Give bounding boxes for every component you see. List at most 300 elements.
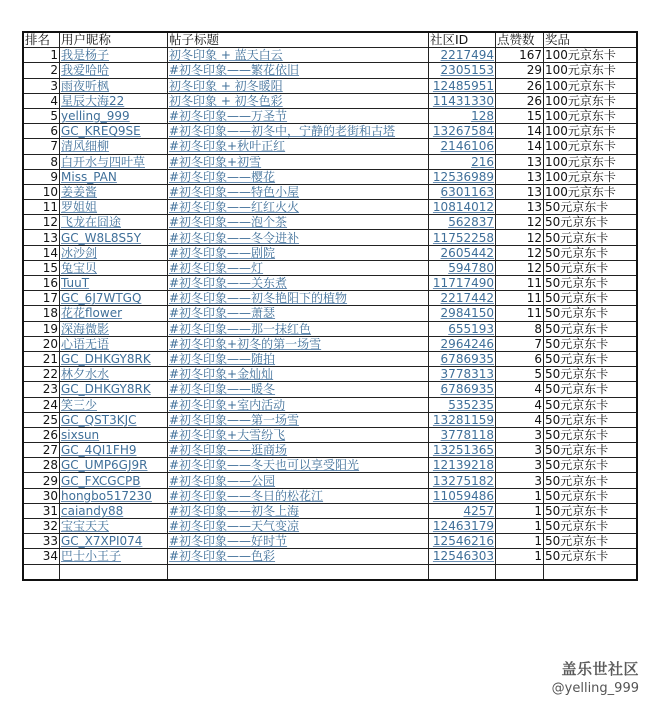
post-title-link[interactable]: #初冬印象——红红火火 xyxy=(169,200,300,215)
post-title-link[interactable]: #初冬印象——天气变凉 xyxy=(169,519,300,534)
community-id-link[interactable]: 10814012 xyxy=(432,200,494,215)
community-id-cell xyxy=(429,93,496,108)
likes-cell: 11 xyxy=(496,276,544,291)
nickname-link[interactable]: 清风细柳 xyxy=(61,139,110,154)
likes-cell: 4 xyxy=(496,412,544,427)
community-id-link[interactable]: 6301163 xyxy=(440,184,494,199)
community-id-link[interactable]: 655193 xyxy=(448,321,494,336)
nickname-cell xyxy=(60,336,168,351)
community-id-link[interactable]: 13251365 xyxy=(432,443,494,458)
nickname-link[interactable]: GC_W8L8S5Y xyxy=(61,230,142,245)
community-id-cell xyxy=(429,519,496,534)
title-cell xyxy=(168,78,429,93)
likes-cell: 11 xyxy=(496,306,544,321)
community-id-link[interactable]: 2217442 xyxy=(440,291,494,306)
prize-cell: 50元京东卡 xyxy=(544,306,638,321)
community-id-link[interactable]: 128 xyxy=(471,109,494,124)
rank-cell: 3 xyxy=(23,78,60,93)
nickname-cell xyxy=(60,230,168,245)
empty-cell xyxy=(168,564,429,580)
title-cell xyxy=(168,336,429,351)
title-cell xyxy=(168,276,429,291)
prize-cell: 50元京东卡 xyxy=(544,382,638,397)
table-row xyxy=(23,200,637,215)
title-cell xyxy=(168,427,429,442)
community-id-link[interactable]: 13275182 xyxy=(432,473,494,488)
prize-cell: 50元京东卡 xyxy=(544,321,638,336)
prize-cell: 100元京东卡 xyxy=(544,139,638,154)
prize-cell: 50元京东卡 xyxy=(544,200,638,215)
post-title-link[interactable]: #初冬印象——特色小屋 xyxy=(169,184,300,199)
table-row xyxy=(23,139,637,154)
community-id-cell xyxy=(429,200,496,215)
post-title-link[interactable]: #初冬印象——万圣节 xyxy=(169,109,288,124)
nickname-link[interactable]: 深海微影 xyxy=(61,321,110,336)
community-id-link[interactable]: 216 xyxy=(471,154,494,169)
table-row xyxy=(23,412,637,427)
nickname-link[interactable]: GC_UMP6GJ9R xyxy=(61,458,148,473)
likes-cell: 4 xyxy=(496,382,544,397)
table-row xyxy=(23,306,637,321)
likes-cell: 1 xyxy=(496,534,544,549)
nickname-cell xyxy=(60,443,168,458)
community-id-link[interactable]: 11431330 xyxy=(432,93,494,108)
community-id-link[interactable]: 594780 xyxy=(448,260,494,275)
rank-cell: 13 xyxy=(23,230,60,245)
table-row xyxy=(23,367,637,382)
header-community-id: 社区ID xyxy=(429,32,496,48)
community-id-cell xyxy=(429,473,496,488)
likes-cell: 12 xyxy=(496,260,544,275)
nickname-link[interactable]: 林夕水水 xyxy=(61,367,110,382)
title-cell xyxy=(168,63,429,78)
rank-cell: 5 xyxy=(23,108,60,123)
empty-cell xyxy=(544,564,638,580)
prize-cell: 50元京东卡 xyxy=(544,458,638,473)
likes-cell: 14 xyxy=(496,124,544,139)
empty-cell xyxy=(23,564,60,580)
nickname-cell xyxy=(60,306,168,321)
rank-cell: 32 xyxy=(23,519,60,534)
nickname-cell xyxy=(60,488,168,503)
title-cell xyxy=(168,93,429,108)
nickname-cell xyxy=(60,367,168,382)
rank-cell: 23 xyxy=(23,382,60,397)
community-id-cell xyxy=(429,245,496,260)
nickname-cell xyxy=(60,534,168,549)
community-id-cell xyxy=(429,48,496,63)
nickname-cell xyxy=(60,458,168,473)
prize-cell: 50元京东卡 xyxy=(544,351,638,366)
nickname-cell xyxy=(60,473,168,488)
table-row xyxy=(23,519,637,534)
post-title-link[interactable]: #初冬印象+秋叶正红 xyxy=(169,139,286,154)
title-cell xyxy=(168,108,429,123)
title-cell xyxy=(168,382,429,397)
nickname-cell xyxy=(60,154,168,169)
community-id-link[interactable]: 4257 xyxy=(463,503,494,518)
table-row xyxy=(23,321,637,336)
prize-cell: 100元京东卡 xyxy=(544,169,638,184)
post-title-link[interactable]: #初冬印象+大雪纷飞 xyxy=(169,427,286,442)
community-id-link[interactable]: 11717490 xyxy=(432,276,494,291)
post-title-link[interactable]: #初冬印象——好时节 xyxy=(169,534,288,549)
prize-cell: 100元京东卡 xyxy=(544,78,638,93)
community-id-link[interactable]: 12536989 xyxy=(432,169,494,184)
nickname-link[interactable]: GC_DHKGY8RK xyxy=(61,352,151,367)
nickname-cell xyxy=(60,124,168,139)
community-id-link[interactable]: 2146106 xyxy=(440,139,494,154)
community-id-cell xyxy=(429,367,496,382)
title-cell xyxy=(168,260,429,275)
likes-cell: 3 xyxy=(496,443,544,458)
community-id-cell xyxy=(429,184,496,199)
community-id-cell xyxy=(429,276,496,291)
likes-cell: 14 xyxy=(496,139,544,154)
likes-cell: 1 xyxy=(496,503,544,518)
table-row xyxy=(23,169,637,184)
rank-cell: 12 xyxy=(23,215,60,230)
prize-cell: 50元京东卡 xyxy=(544,245,638,260)
rank-cell: 8 xyxy=(23,154,60,169)
likes-cell: 13 xyxy=(496,169,544,184)
table-row xyxy=(23,260,637,275)
likes-cell: 29 xyxy=(496,63,544,78)
nickname-cell xyxy=(60,63,168,78)
title-cell xyxy=(168,458,429,473)
community-id-link[interactable]: 12463179 xyxy=(432,519,494,534)
nickname-cell xyxy=(60,412,168,427)
community-id-link[interactable]: 2305153 xyxy=(440,63,494,78)
post-title-link[interactable]: #初冬印象——那一抹红色 xyxy=(169,321,312,336)
nickname-link[interactable]: caiandy88 xyxy=(61,503,124,518)
community-id-cell xyxy=(429,488,496,503)
title-cell xyxy=(168,549,429,564)
post-title-link[interactable]: #初冬印象——萧瑟 xyxy=(169,306,276,321)
table-row xyxy=(23,78,637,93)
watermark xyxy=(552,658,639,696)
rank-cell: 21 xyxy=(23,351,60,366)
prize-cell: 100元京东卡 xyxy=(544,124,638,139)
post-title-link[interactable]: #初冬印象——冬日的松花江 xyxy=(169,488,324,503)
post-title-link[interactable]: #初冬印象——冬天也可以享受阳光 xyxy=(169,458,360,473)
nickname-link[interactable]: GC_FXCGCPB xyxy=(61,473,141,488)
nickname-link[interactable]: GC_KREQ9SE xyxy=(61,124,141,139)
community-id-cell xyxy=(429,412,496,427)
nickname-link[interactable]: 罗姐姐 xyxy=(61,200,98,215)
nickname-cell xyxy=(60,397,168,412)
post-title-link[interactable]: #初冬印象——繁花依旧 xyxy=(169,63,300,78)
post-title-link[interactable]: 初冬印象 + 初冬色彩 xyxy=(169,93,283,108)
nickname-link[interactable]: 巴士小王子 xyxy=(61,549,122,564)
post-title-link[interactable]: #初冬印象——剧院 xyxy=(169,245,276,260)
nickname-cell xyxy=(60,215,168,230)
post-title-link[interactable]: #初冬印象——泡个茶 xyxy=(169,215,288,230)
nickname-link[interactable]: GC_6J7WTGQ xyxy=(61,291,142,306)
table-row xyxy=(23,534,637,549)
rank-cell: 6 xyxy=(23,124,60,139)
prize-cell: 50元京东卡 xyxy=(544,397,638,412)
nickname-link[interactable]: 飞龙在囧途 xyxy=(61,215,122,230)
title-cell xyxy=(168,154,429,169)
likes-cell: 11 xyxy=(496,291,544,306)
community-id-link[interactable]: 6786935 xyxy=(440,382,494,397)
community-id-link[interactable]: 12546216 xyxy=(432,534,494,549)
prize-cell: 100元京东卡 xyxy=(544,154,638,169)
community-id-link[interactable]: 535235 xyxy=(448,397,494,412)
prize-cell: 50元京东卡 xyxy=(544,503,638,518)
prize-cell: 50元京东卡 xyxy=(544,519,638,534)
table-row xyxy=(23,276,637,291)
title-cell xyxy=(168,534,429,549)
community-id-cell xyxy=(429,124,496,139)
title-cell xyxy=(168,503,429,518)
post-title-link[interactable]: #初冬印象——初冬上海 xyxy=(169,503,300,518)
community-id-cell xyxy=(429,154,496,169)
community-id-cell xyxy=(429,382,496,397)
header-likes: 点赞数 xyxy=(496,32,544,48)
community-id-cell xyxy=(429,397,496,412)
title-cell xyxy=(168,215,429,230)
community-id-link[interactable]: 13281159 xyxy=(432,412,494,427)
nickname-link[interactable]: 星辰大海22 xyxy=(61,93,125,108)
likes-cell: 1 xyxy=(496,549,544,564)
community-id-link[interactable]: 2984150 xyxy=(440,306,494,321)
prize-cell: 50元京东卡 xyxy=(544,549,638,564)
nickname-cell xyxy=(60,78,168,93)
table-row xyxy=(23,63,637,78)
title-cell xyxy=(168,139,429,154)
community-id-link[interactable]: 6786935 xyxy=(440,352,494,367)
post-title-link[interactable]: #初冬印象——初冬艳阳下的植物 xyxy=(169,291,348,306)
watermark-brand: 盖乐世社区 xyxy=(561,660,639,678)
community-id-cell xyxy=(429,549,496,564)
table-body xyxy=(23,48,637,580)
post-title-link[interactable]: #初冬印象——灯 xyxy=(169,260,264,275)
prize-cell: 50元京东卡 xyxy=(544,367,638,382)
nickname-link[interactable]: 雨夜听枫 xyxy=(61,78,110,93)
nickname-cell xyxy=(60,427,168,442)
post-title-link[interactable]: #初冬印象——暖冬 xyxy=(169,382,276,397)
prize-cell: 50元京东卡 xyxy=(544,291,638,306)
results-table xyxy=(22,31,638,581)
table-row xyxy=(23,473,637,488)
community-id-cell xyxy=(429,351,496,366)
nickname-link[interactable]: GC_DHKGY8RK xyxy=(61,382,151,397)
table-row xyxy=(23,443,637,458)
nickname-link[interactable]: sixsun xyxy=(61,427,100,442)
table-row xyxy=(23,215,637,230)
post-title-link[interactable]: #初冬印象+初雪 xyxy=(169,154,262,169)
likes-cell: 7 xyxy=(496,336,544,351)
rank-cell: 27 xyxy=(23,443,60,458)
title-cell xyxy=(168,473,429,488)
rank-cell: 17 xyxy=(23,291,60,306)
rank-cell: 22 xyxy=(23,367,60,382)
table-row xyxy=(23,351,637,366)
community-id-link[interactable]: 562837 xyxy=(448,215,494,230)
community-id-link[interactable]: 11752258 xyxy=(432,230,494,245)
nickname-link[interactable]: 我爱哈哈 xyxy=(61,63,110,78)
community-id-link[interactable]: 12546303 xyxy=(432,549,494,564)
rank-cell: 29 xyxy=(23,473,60,488)
community-id-cell xyxy=(429,306,496,321)
nickname-link[interactable]: 姜姜酱 xyxy=(61,184,98,199)
community-id-cell xyxy=(429,291,496,306)
prize-cell: 50元京东卡 xyxy=(544,260,638,275)
post-title-link[interactable]: #初冬印象——初冬中，宁静的老街和古塔 xyxy=(169,124,396,139)
title-cell xyxy=(168,488,429,503)
nickname-link[interactable]: 冰沙剑 xyxy=(61,245,98,260)
nickname-link[interactable]: 兔宝贝 xyxy=(61,260,98,275)
nickname-link[interactable]: GC_X7XPI074 xyxy=(61,534,143,549)
empty-cell xyxy=(429,564,496,580)
likes-cell: 8 xyxy=(496,321,544,336)
likes-cell: 15 xyxy=(496,108,544,123)
community-id-cell xyxy=(429,169,496,184)
community-id-link[interactable]: 11059486 xyxy=(432,488,494,503)
nickname-cell xyxy=(60,139,168,154)
rank-cell: 28 xyxy=(23,458,60,473)
title-cell xyxy=(168,397,429,412)
post-title-link[interactable]: #初冬印象——色彩 xyxy=(169,549,276,564)
post-title-link[interactable]: #初冬印象——第一场雪 xyxy=(169,412,300,427)
nickname-link[interactable]: 笑三少 xyxy=(61,397,98,412)
nickname-cell xyxy=(60,351,168,366)
title-cell xyxy=(168,306,429,321)
community-id-cell xyxy=(429,458,496,473)
prize-cell: 50元京东卡 xyxy=(544,488,638,503)
likes-cell: 13 xyxy=(496,154,544,169)
rank-cell: 25 xyxy=(23,412,60,427)
community-id-cell xyxy=(429,260,496,275)
nickname-cell xyxy=(60,382,168,397)
title-cell xyxy=(168,169,429,184)
likes-cell: 167 xyxy=(496,48,544,63)
likes-cell: 13 xyxy=(496,184,544,199)
nickname-link[interactable]: 白开水与四叶草 xyxy=(61,154,146,169)
prize-cell: 50元京东卡 xyxy=(544,473,638,488)
post-title-link[interactable]: #初冬印象——随拍 xyxy=(169,352,276,367)
nickname-link[interactable]: 心语无语 xyxy=(61,336,110,351)
rank-cell: 26 xyxy=(23,427,60,442)
nickname-cell xyxy=(60,321,168,336)
likes-cell: 4 xyxy=(496,397,544,412)
title-cell xyxy=(168,48,429,63)
community-id-link[interactable]: 12485951 xyxy=(432,78,494,93)
nickname-link[interactable]: GC_QST3KJC xyxy=(61,412,137,427)
prize-cell: 100元京东卡 xyxy=(544,48,638,63)
nickname-link[interactable]: 宝宝天天 xyxy=(61,519,110,534)
title-cell xyxy=(168,200,429,215)
title-cell xyxy=(168,367,429,382)
table-row xyxy=(23,549,637,564)
prize-cell: 50元京东卡 xyxy=(544,443,638,458)
nickname-link[interactable]: yelling_999 xyxy=(61,109,130,124)
nickname-cell xyxy=(60,503,168,518)
header-nickname: 用户昵称 xyxy=(60,32,168,48)
likes-cell: 12 xyxy=(496,245,544,260)
community-id-cell xyxy=(429,139,496,154)
title-cell xyxy=(168,412,429,427)
community-id-link[interactable]: 2605442 xyxy=(440,245,494,260)
title-cell xyxy=(168,443,429,458)
community-id-link[interactable]: 3778313 xyxy=(440,367,494,382)
post-title-link[interactable]: #初冬印象——樱花 xyxy=(169,169,276,184)
nickname-link[interactable]: 花花flower xyxy=(61,306,123,321)
rank-cell: 20 xyxy=(23,336,60,351)
prize-cell: 50元京东卡 xyxy=(544,336,638,351)
likes-cell: 3 xyxy=(496,458,544,473)
table-row xyxy=(23,427,637,442)
community-id-link[interactable]: 2964246 xyxy=(440,336,494,351)
post-title-link[interactable]: 初冬印象 + 初冬暖阳 xyxy=(169,78,283,93)
rank-cell: 16 xyxy=(23,276,60,291)
post-title-link[interactable]: #初冬印象——公园 xyxy=(169,473,276,488)
community-id-link[interactable]: 3778118 xyxy=(440,427,494,442)
prize-cell: 100元京东卡 xyxy=(544,184,638,199)
nickname-cell xyxy=(60,549,168,564)
prize-cell: 50元京东卡 xyxy=(544,534,638,549)
title-cell xyxy=(168,184,429,199)
likes-cell: 1 xyxy=(496,519,544,534)
empty-row xyxy=(23,564,637,580)
header-title: 帖子标题 xyxy=(168,32,429,48)
nickname-link[interactable]: GC_4QI1FH9 xyxy=(61,443,137,458)
likes-cell: 12 xyxy=(496,230,544,245)
table-row xyxy=(23,154,637,169)
post-title-link[interactable]: #初冬印象+初冬的第一场雪 xyxy=(169,336,322,351)
table-row xyxy=(23,382,637,397)
community-id-cell xyxy=(429,534,496,549)
table-row xyxy=(23,93,637,108)
table-row xyxy=(23,124,637,139)
likes-cell: 13 xyxy=(496,200,544,215)
likes-cell: 6 xyxy=(496,351,544,366)
post-title-link[interactable]: #初冬印象+室内活动 xyxy=(169,397,286,412)
post-title-link[interactable]: #初冬印象——冬令进补 xyxy=(169,230,300,245)
post-title-link[interactable]: #初冬印象+金灿灿 xyxy=(169,367,274,382)
community-id-link[interactable]: 2217494 xyxy=(440,48,494,63)
rank-cell: 31 xyxy=(23,503,60,518)
prize-cell: 50元京东卡 xyxy=(544,276,638,291)
community-id-cell xyxy=(429,336,496,351)
community-id-cell xyxy=(429,503,496,518)
community-id-cell xyxy=(429,321,496,336)
community-id-cell xyxy=(429,427,496,442)
post-title-link[interactable]: #初冬印象——关东煮 xyxy=(169,276,288,291)
nickname-link[interactable]: 我是杨子 xyxy=(61,48,110,63)
post-title-link[interactable]: 初冬印象 + 蓝天白云 xyxy=(169,48,283,63)
prize-cell: 100元京东卡 xyxy=(544,93,638,108)
post-title-link[interactable]: #初冬印象——逛商场 xyxy=(169,443,288,458)
title-cell xyxy=(168,230,429,245)
rank-cell: 33 xyxy=(23,534,60,549)
nickname-link[interactable]: TuuT xyxy=(61,276,90,291)
rank-cell: 2 xyxy=(23,63,60,78)
rank-cell: 14 xyxy=(23,245,60,260)
title-cell xyxy=(168,351,429,366)
table-row xyxy=(23,458,637,473)
community-id-link[interactable]: 13267584 xyxy=(432,124,494,139)
community-id-link[interactable]: 12139218 xyxy=(432,458,494,473)
rank-cell: 19 xyxy=(23,321,60,336)
nickname-link[interactable]: hongbo517230 xyxy=(61,488,152,503)
title-cell xyxy=(168,321,429,336)
rank-cell: 11 xyxy=(23,200,60,215)
table-row xyxy=(23,48,637,63)
nickname-link[interactable]: Miss_PAN xyxy=(61,169,117,184)
